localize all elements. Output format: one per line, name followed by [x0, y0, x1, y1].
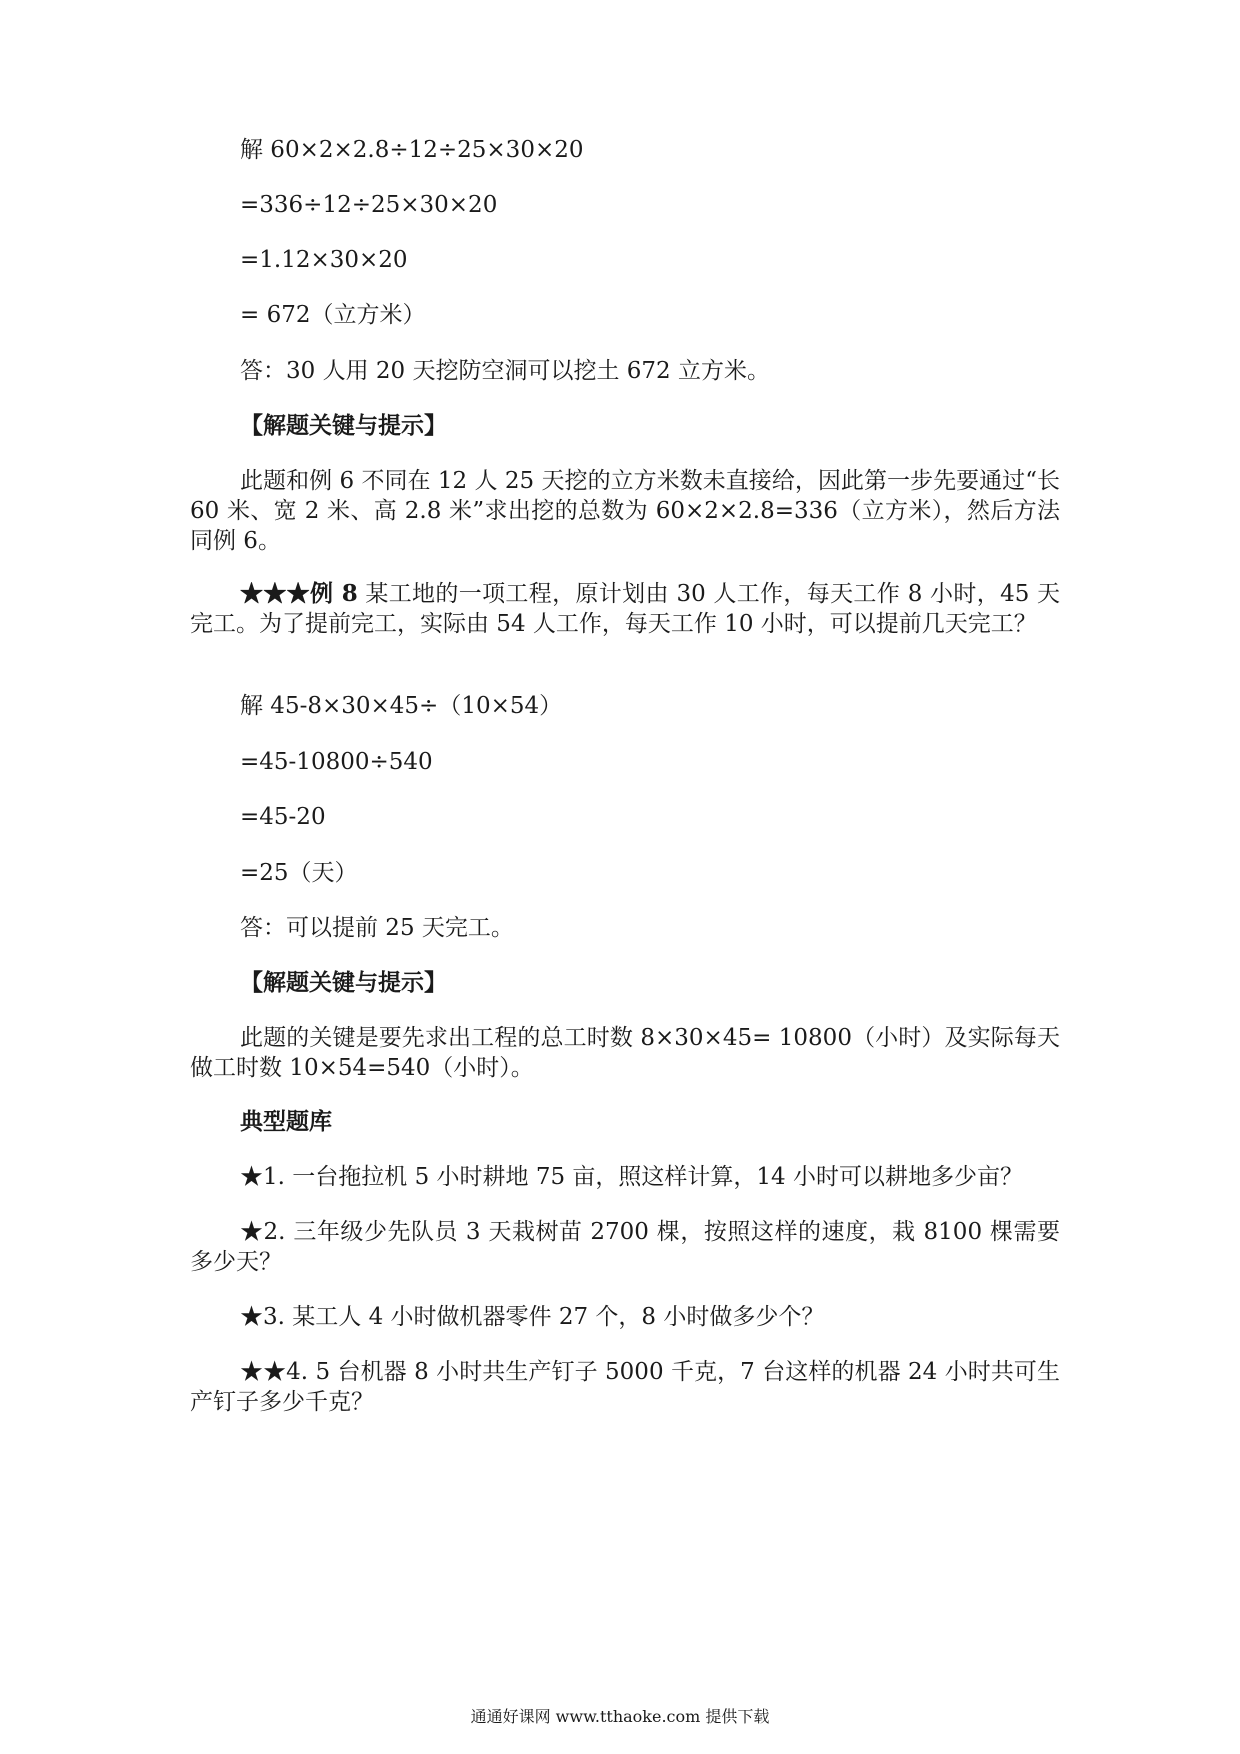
bank-question-3: ★3. 某工人 4 小时做机器零件 27 个，8 小时做多少个？ — [240, 1304, 825, 1330]
bank-question-4: ★★4. 5 台机器 8 小时共生产钉子 5000 千克，7 台这样的机器 24 小时共可生产钉子多少千克？ — [190, 1359, 1060, 1415]
hint-paragraph: 此题和例 6 不同在 12 人 25 天挖的立方米数未直接给，因此第一步先要通过“长 60 米、宽 2 米、高 2.8 米”求出挖的总数为 60×2×2.8=336（立方米），然后方法同例 6。 — [190, 468, 1060, 554]
solution-answer: 答：30 人用 20 天挖防空洞可以挖土 672 立方米。 — [240, 358, 770, 384]
example-8-text: 某工地的一项工程，原计划由 30 人工作，每天工作 8 小时，45 天完工。为了提前完工，实际由 54 人工作，每天工作 10 小时，可以提前几天完工？ — [190, 581, 1060, 637]
hint-paragraph-2: 此题的关键是要先求出工程的总工时数 8×30×45= 10800（小时）及实际每天做工时数 10×54=540（小时）。 — [190, 1025, 1060, 1081]
example-8-answer: 答：可以提前 25 天完工。 — [240, 915, 514, 941]
hint-heading: 【解题关键与提示】 — [240, 412, 447, 439]
page-footer: 通通好课网 www.tthaoke.com 提供下载 — [470, 1707, 770, 1726]
question-bank-heading: 典型题库 — [240, 1108, 332, 1135]
bank-question-2: ★2. 三年级少先队员 3 天栽树苗 2700 棵，按照这样的速度，栽 8100 棵需要多少天？ — [190, 1219, 1060, 1275]
solution-step-4: = 672（立方米） — [240, 302, 426, 328]
hint-heading-2: 【解题关键与提示】 — [240, 969, 447, 996]
example-8-step-3: =45-20 — [240, 804, 326, 830]
example-8-step-2: =45-10800÷540 — [240, 749, 433, 775]
solution-step-3: =1.12×30×20 — [240, 247, 408, 273]
solution-step-2: =336÷12÷25×30×20 — [240, 192, 498, 218]
example-8-question — [190, 579, 1060, 639]
example-8-step-4: =25（天） — [240, 860, 358, 886]
bank-question-1: ★1. 一台拖拉机 5 小时耕地 75 亩，照这样计算，14 小时可以耕地多少亩？ — [240, 1164, 1023, 1190]
solution-step-1: 解 60×2×2.8÷12÷25×30×20 — [240, 137, 584, 163]
example-8-label: ★★★例 8 — [240, 580, 358, 607]
example-8-step-1: 解 45-8×30×45÷（10×54） — [240, 693, 563, 719]
